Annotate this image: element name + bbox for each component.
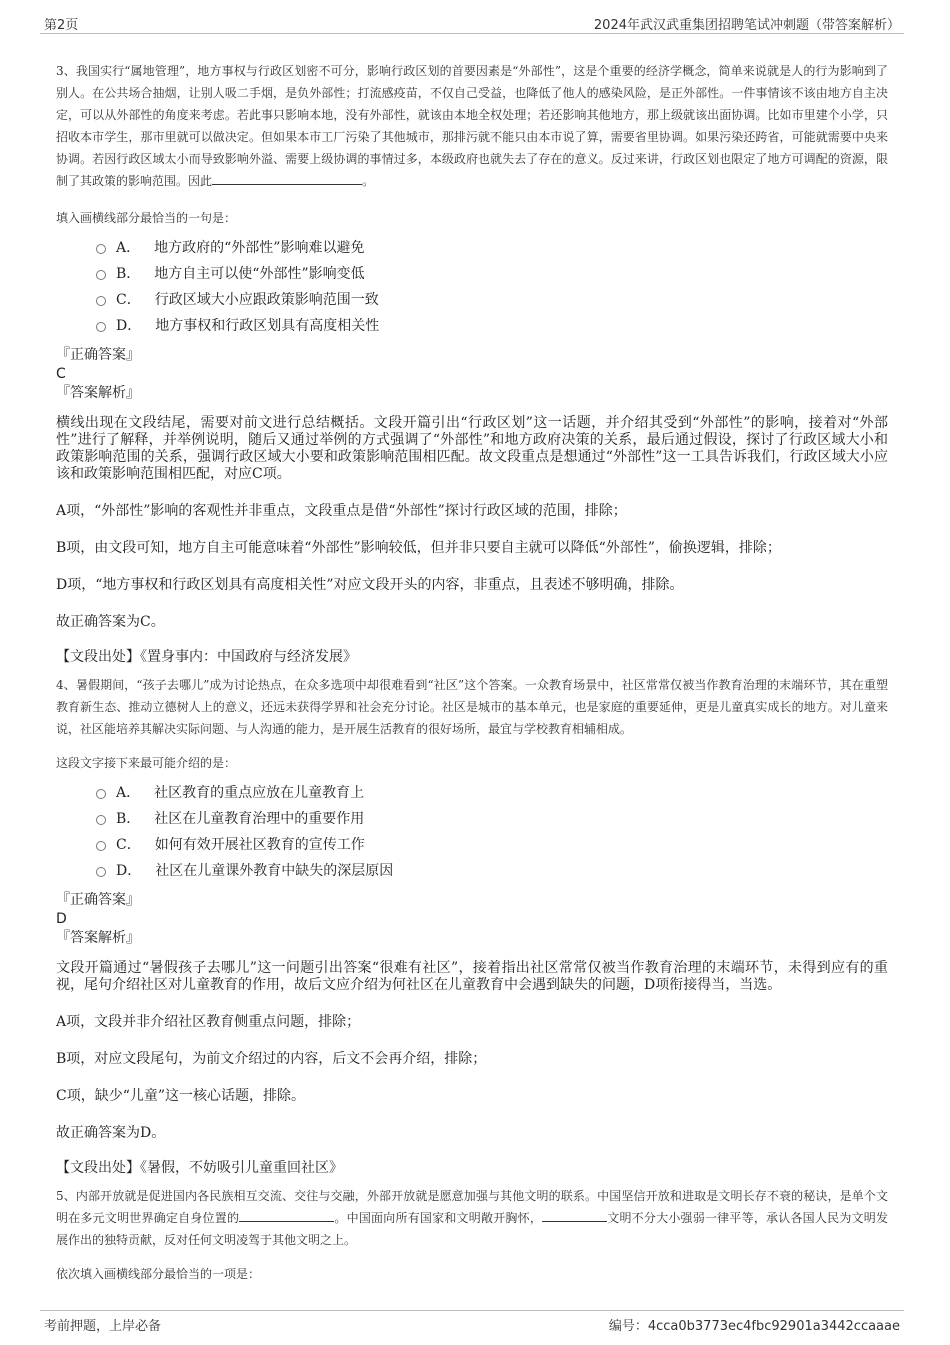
document-body [56,60,888,1285]
radio-button[interactable] [96,296,106,306]
analysis-heading: 『答案解析』 [56,385,140,401]
option-text: 行政区域大小应跟政策影响范围一致 [154,292,379,308]
fill-blank [212,170,362,185]
option-label: B． [116,266,141,282]
question-4-prompt: 这段文字接下来最可能介绍的是： [56,756,237,770]
answer-heading: 『正确答案』 [56,347,140,363]
radio-button[interactable] [96,841,106,851]
option-label: D． [116,863,142,879]
analysis-paragraph: C项，缺少“儿童”这一核心话题，排除。 [56,1088,306,1104]
question-3-text: 3、我国实行“属地管理”，地方事权与行政区划密不可分，影响行政区划的首要因素是“外部性”，这是个重要的经济学概念，简单来说就是人的行为影响到了别人。在公共场合抽烟，让别人吸二手烟，是负外部性；打流感疫苗，不仅自己受益，也降低了他人的感染风险，是正外部性。一件事情该不该由地方自主决定，可以从外部性的角度来考虑。若此事只影响本地，没有外部性，就该由本地全权处理；若还影响其他地方，那上级就该出面协调。比如市里建个小学，只招收本市学生，那市里就可以做决定。但如果本市工厂污染了其他城市，那排污就不能只由本市说了算，需要省里协调。如果污染还跨省，可能就需要中央来协调。若因行政区域太小而导致影响外溢、需要上级协调的事情过多，本级政府也就失去了存在的意义。反过来讲，行政区划也限定了地方可调配的资源，限制了其政策的影响范围。因此 [56,64,888,188]
question-5-text: 5、内部开放就是促进国内各民族相互交流、交往与交融，外部开放就是愿意加强与其他文明的联系。中国坚信开放和进取是文明长存不衰的秘诀，是单个文明在多元文明世界确定自身位置的 [56,1189,888,1225]
footer-slogan: 考前押题，上岸必备 [44,1319,162,1334]
analysis-conclusion: 故正确答案为C。 [56,614,165,630]
question-5-stem [56,1185,888,1251]
correct-answer: C [56,366,66,382]
question-3-stem [56,60,888,192]
correct-answer: D [56,911,67,927]
fill-blank [239,1207,334,1222]
question-3-options [56,235,888,339]
analysis-paragraph: B项，对应文段尾句，为前文介绍过的内容，后文不会再介绍，排除； [56,1051,487,1067]
question-5-prompt: 依次填入画横线部分最恰当的一项是： [56,1267,261,1281]
analysis-conclusion: 故正确答案为D。 [56,1125,166,1141]
question-3-stem-end: 。 [362,174,375,188]
option-text: 社区教育的重点应放在儿童教育上 [154,785,365,801]
option-label: A． [116,240,141,256]
question-5-text: 文明不分大小强弱一律平等，承认各国人民为文明发展作出的独特贡献，反对任何文明凌驾于其他文明之上。 [56,1211,888,1247]
option-text: 如何有效开展社区教育的宣传工作 [154,837,365,853]
option-text: 地方自主可以使“外部性”影响变低 [154,266,365,282]
analysis-paragraph: 文段开篇通过“暑假孩子去哪儿”这一问题引出答案“很难有社区”，接着指出社区常常仅被当作教育治理的末端环节，未得到应有的重视，尾句介绍社区对儿童教育的作用，故后文应介绍为何社区在儿童教育中会遇到缺失的问题，D项衔接得当，当选。 [56,960,888,993]
page-header [40,11,904,34]
fill-blank [542,1207,607,1222]
question-4-stem: 4、暑假期间，“孩子去哪儿”成为讨论热点，在众多选项中却很难看到“社区”这个答案。一众教育场景中，社区常常仅被当作教育治理的末端环节，其在重塑教育新生态、推动立德树人上的意义，还远未获得学界和社会充分讨论。社区是城市的基本单元，也是家庭的重要延伸，更是儿童真实成长的地方。对儿童来说，社区能培养其解决实际问题、与人沟通的能力，是开展生活教育的很好场所，最宜与学校教育相辅相成。 [56,678,888,736]
option-text: 地方事权和行政区划具有高度相关性 [155,318,380,334]
page-footer [40,1310,904,1335]
option-d[interactable] [56,858,888,884]
radio-button[interactable] [96,789,106,799]
radio-button[interactable] [96,322,106,332]
option-d[interactable] [56,313,888,339]
option-label: C． [116,837,141,853]
question-3-prompt: 填入画横线部分最恰当的一句是： [56,211,237,225]
analysis-paragraph: A项，“外部性”影响的客观性并非重点，文段重点是借“外部性”探讨行政区域的范围，排除； [56,503,627,519]
analysis-paragraph: D项，“地方事权和行政区划具有高度相关性”对应文段开头的内容，非重点，且表述不够明确，排除。 [56,577,684,593]
option-b[interactable] [56,261,888,287]
option-text: 社区在儿童课外教育中缺失的深层原因 [155,863,394,879]
option-c[interactable] [56,832,888,858]
option-a[interactable] [56,780,888,806]
radio-button[interactable] [96,867,106,877]
option-c[interactable] [56,287,888,313]
passage-source: 【文段出处】《置身事内：中国政府与经济发展》 [56,649,357,665]
option-label: B． [116,811,141,827]
question-5-text: 。中国面向所有国家和文明敞开胸怀， [334,1211,543,1225]
analysis-paragraph: A项，文段并非介绍社区教育侧重点问题，排除； [56,1014,361,1030]
answer-heading: 『正确答案』 [56,892,140,908]
option-label: C． [116,292,141,308]
radio-button[interactable] [96,270,106,280]
analysis-paragraph: 横线出现在文段结尾，需要对前文进行总结概括。文段开篇引出“行政区划”这一话题，并介绍其受到“外部性”的影响，接着对“外部性”进行了解释，并举例说明，随后又通过举例的方式强调了“外部性”和地方政府决策的关系，最后通过假设，探讨了行政区域大小和政策影响范围的关系，强调行政区域大小要和政策影响范围相匹配。故文段重点是想通过“外部性”这一工具告诉我们，行政区域大小应该和政策影响范围相匹配，对应C项。 [56,415,888,482]
option-label: A． [116,785,141,801]
radio-button[interactable] [96,244,106,254]
option-text: 社区在儿童教育治理中的重要作用 [154,811,365,827]
analysis-heading: 『答案解析』 [56,930,140,946]
radio-button[interactable] [96,815,106,825]
document-title: 2024年武汉武重集团招聘笔试冲刺题（带答案解析） [593,18,900,33]
option-text: 地方政府的“外部性”影响难以避免 [154,240,365,256]
option-b[interactable] [56,806,888,832]
page-number: 第2页 [44,18,79,33]
option-a[interactable] [56,235,888,261]
analysis-paragraph: B项，由文段可知，地方自主可能意味着“外部性”影响较低，但并非只要自主就可以降低“外部性”，偷换逻辑，排除； [56,540,781,556]
document-id: 编号：4cca0b3773ec4fbc92901a3442ccaaae [608,1319,900,1334]
question-4-options [56,780,888,884]
passage-source: 【文段出处】《暑假，不妨吸引儿童重回社区》 [56,1160,343,1176]
option-label: D． [116,318,142,334]
